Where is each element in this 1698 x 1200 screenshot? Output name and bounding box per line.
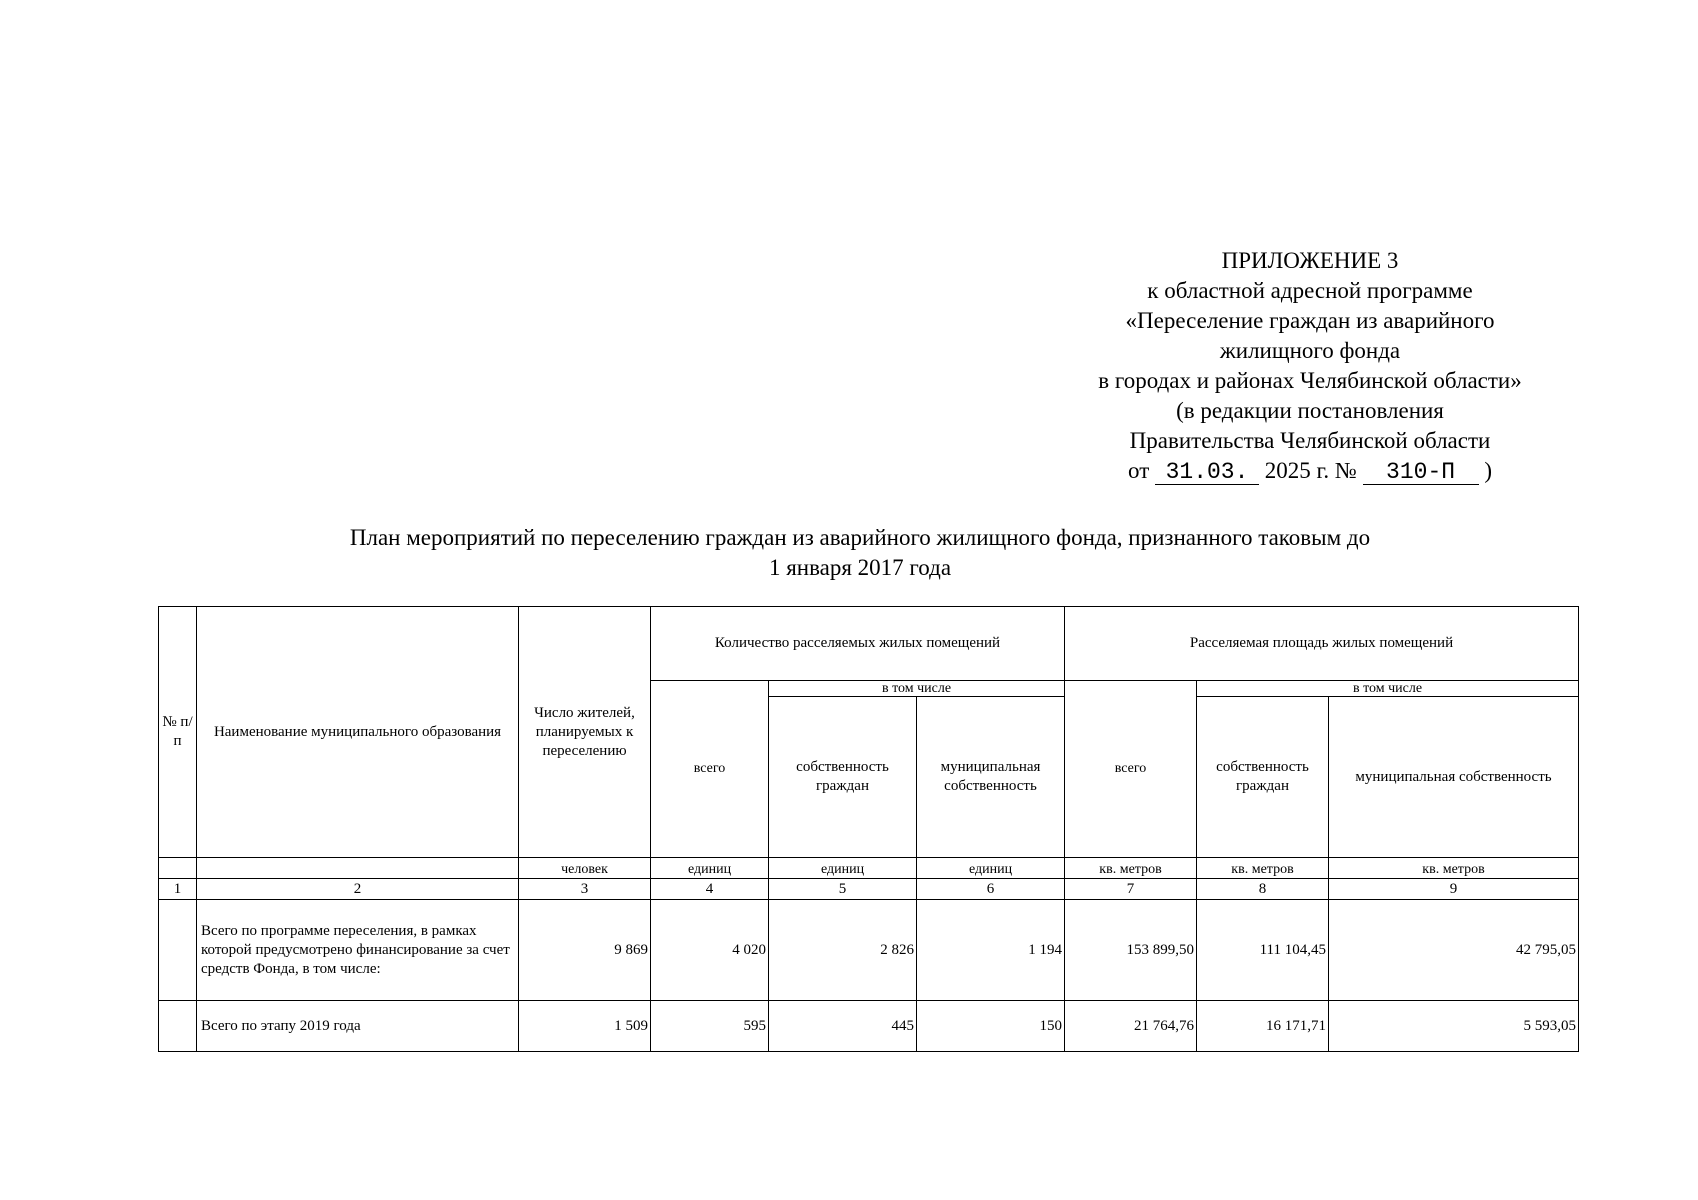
column-number: 2 [197, 879, 519, 900]
column-number: 6 [917, 879, 1065, 900]
column-number: 7 [1065, 879, 1197, 900]
header-area-municipal: муниципальная собственность [1329, 697, 1579, 858]
header-name: Наименование муниципального образования [197, 607, 519, 858]
closing-paren: ) [1484, 458, 1492, 483]
unit-units: единиц [917, 858, 1065, 879]
year-text: 2025 г. № [1264, 458, 1357, 483]
header-num: № п/п [159, 607, 197, 858]
header-area-citizens: собственность граждан [1197, 697, 1329, 858]
date-prefix: от [1128, 458, 1150, 483]
unit-sqm: кв. метров [1329, 858, 1579, 879]
table-row [159, 900, 1579, 1001]
column-numbers-row [159, 879, 1579, 900]
row-residents: 1 509 [519, 1001, 651, 1052]
row-area-citizens: 111 104,45 [1197, 900, 1329, 1001]
header-rooms-citizens: собственность граждан [769, 697, 917, 858]
unit-people: человек [519, 858, 651, 879]
units-row [159, 858, 1579, 879]
document-title-line: План мероприятий по переселению граждан из аварийного жилищного фонда, признанного таковым до [349, 525, 1371, 550]
column-number: 5 [769, 879, 917, 900]
resolution-reference [1060, 456, 1560, 486]
document-title [160, 523, 1560, 583]
row-name: Всего по этапу 2019 года [197, 1001, 519, 1052]
column-number: 3 [519, 879, 651, 900]
appendix-line: (в редакции постановления [1176, 398, 1444, 423]
column-number: 8 [1197, 879, 1329, 900]
unit-cell [197, 858, 519, 879]
header-area-total: всего [1065, 681, 1197, 858]
unit-sqm: кв. метров [1065, 858, 1197, 879]
table-row [159, 1001, 1579, 1052]
appendix-line: Правительства Челябинской области [1129, 428, 1491, 453]
row-num [159, 900, 197, 1001]
appendix-line: к областной адресной программе [1147, 278, 1473, 303]
row-rooms-municipal: 1 194 [917, 900, 1065, 1001]
appendix-line: «Переселение граждан из аварийного [1125, 308, 1495, 333]
row-rooms-total: 595 [651, 1001, 769, 1052]
row-area-municipal: 5 593,05 [1329, 1001, 1579, 1052]
unit-sqm: кв. метров [1197, 858, 1329, 879]
appendix-header [1060, 246, 1560, 486]
row-rooms-total: 4 020 [651, 900, 769, 1001]
header-area-group: Расселяемая площадь жилых помещений [1065, 607, 1579, 681]
column-number: 1 [159, 879, 197, 900]
unit-units: единиц [769, 858, 917, 879]
header-rooms-group: Количество расселяемых жилых помещений [651, 607, 1065, 681]
header-rooms-including: в том числе [769, 681, 1065, 697]
row-rooms-citizens: 445 [769, 1001, 917, 1052]
row-area-citizens: 16 171,71 [1197, 1001, 1329, 1052]
row-residents: 9 869 [519, 900, 651, 1001]
row-rooms-municipal: 150 [917, 1001, 1065, 1052]
row-name: Всего по программе переселения, в рамках которой предусмотрено финансирование за счет средств Фонда, в том числе: [197, 900, 519, 1001]
appendix-line: в городах и районах Челябинской области» [1098, 368, 1522, 393]
row-area-total: 21 764,76 [1065, 1001, 1197, 1052]
unit-cell [159, 858, 197, 879]
appendix-line: жилищного фонда [1219, 338, 1401, 363]
resettlement-plan-table [158, 606, 1579, 1052]
row-area-total: 153 899,50 [1065, 900, 1197, 1001]
appendix-title: ПРИЛОЖЕНИЕ 3 [1221, 248, 1399, 273]
column-number: 4 [651, 879, 769, 900]
resolution-date: 31.03. [1155, 460, 1259, 485]
row-rooms-citizens: 2 826 [769, 900, 917, 1001]
header-rooms-total: всего [651, 681, 769, 858]
row-num [159, 1001, 197, 1052]
resolution-number: 310-П [1363, 460, 1479, 485]
header-area-including: в том числе [1197, 681, 1579, 697]
header-rooms-municipal: муниципальная собственность [917, 697, 1065, 858]
document-title-line: 1 января 2017 года [768, 555, 952, 580]
unit-units: единиц [651, 858, 769, 879]
column-number: 9 [1329, 879, 1579, 900]
header-row-groups [159, 607, 1579, 681]
row-area-municipal: 42 795,05 [1329, 900, 1579, 1001]
header-residents: Число жителей, планируемых к переселению [519, 607, 651, 858]
